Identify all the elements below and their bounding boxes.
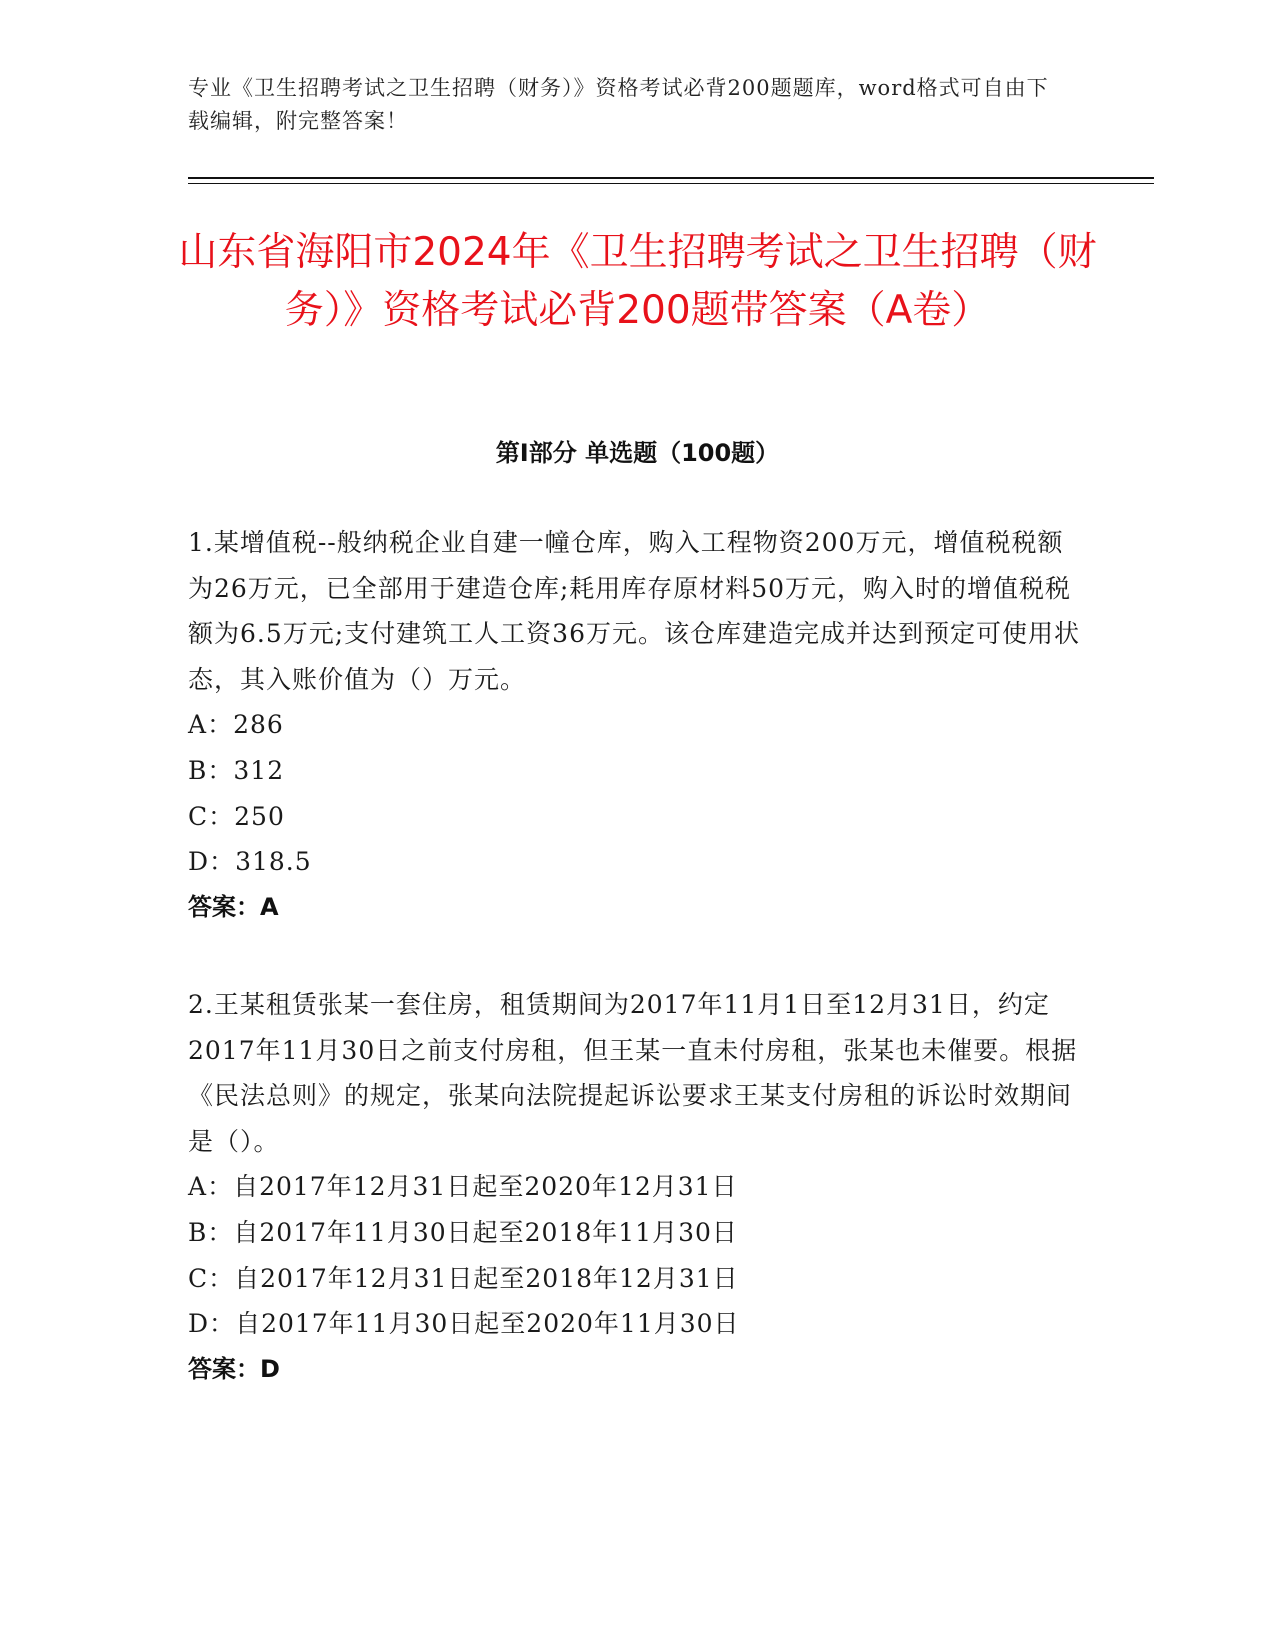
option-d (188, 839, 1088, 885)
option-a (188, 702, 1088, 748)
option-list (188, 702, 1088, 884)
option-text: 318.5 (235, 847, 312, 877)
header-note: 专业《卫生招聘考试之卫生招聘（财务）》资格考试必背200题题库，word格式可自由下载编辑，附完整答案！ (188, 76, 1049, 133)
option-letter: B (188, 755, 208, 785)
option-list (188, 1164, 1088, 1346)
option-letter: A (188, 710, 208, 740)
option-text: 250 (234, 801, 285, 831)
document-title: 山东省海阳市2024年《卫生招聘考试之卫生招聘（财务）》资格考试必背200题带答案（A卷） (178, 230, 1097, 333)
option-separator: ： (208, 1263, 235, 1293)
option-letter: D (188, 1309, 210, 1339)
option-letter: B (188, 1217, 208, 1247)
option-text: 自2017年11月30日起至2020年11月30日 (235, 1309, 740, 1339)
option-b (188, 1210, 1088, 1256)
question-1 (188, 520, 1088, 930)
option-separator: ： (209, 847, 236, 877)
option-letter: C (188, 801, 209, 831)
option-a (188, 1164, 1088, 1210)
option-d (188, 1301, 1088, 1347)
option-letter: A (188, 1172, 208, 1202)
option-separator: ： (208, 801, 235, 831)
question-stem: 1.某增值税--般纳税企业自建一幢仓库，购入工程物资200万元，增值税税额为26万元，已全部用于建造仓库;耗用库存原材料50万元，购入时的增值税税额为6.5万元;支付建筑工人工资36万元。该仓库建造完成并达到预定可使用状态，其入账价值为（）万元。 (188, 528, 1080, 694)
option-text: 自2017年12月31日起至2018年12月31日 (234, 1263, 739, 1293)
option-letter: C (188, 1263, 209, 1293)
option-text: 286 (233, 710, 284, 740)
section-heading: 第Ⅰ部分 单选题（100题） (495, 439, 780, 467)
option-text: 自2017年11月30日起至2018年11月30日 (233, 1217, 738, 1247)
option-c (188, 1256, 1088, 1302)
option-separator: ： (207, 755, 234, 785)
option-c (188, 794, 1088, 840)
question-2 (188, 982, 1088, 1392)
header-divider-thin (188, 183, 1154, 184)
option-b (188, 748, 1088, 794)
option-letter: D (188, 847, 210, 877)
option-separator: ： (207, 1172, 234, 1202)
answer-label: 答案：D (188, 1354, 280, 1383)
option-separator: ： (207, 710, 234, 740)
answer-label: 答案：A (188, 892, 279, 921)
option-separator: ： (209, 1309, 236, 1339)
header-divider-thick (188, 177, 1154, 179)
option-text: 312 (233, 755, 285, 785)
question-stem: 2.王某租赁张某一套住房，租赁期间为2017年11月1日至12月31日，约定2017年11月30日之前支付房租，但王某一直未付房租，张某也未催要。根据《民法总则》的规定，张某向法院提起诉讼要求王某支付房租的诉讼时效期间是（）。 (188, 990, 1078, 1156)
option-separator: ： (207, 1217, 234, 1247)
option-text: 自2017年12月31日起至2020年12月31日 (233, 1172, 738, 1202)
